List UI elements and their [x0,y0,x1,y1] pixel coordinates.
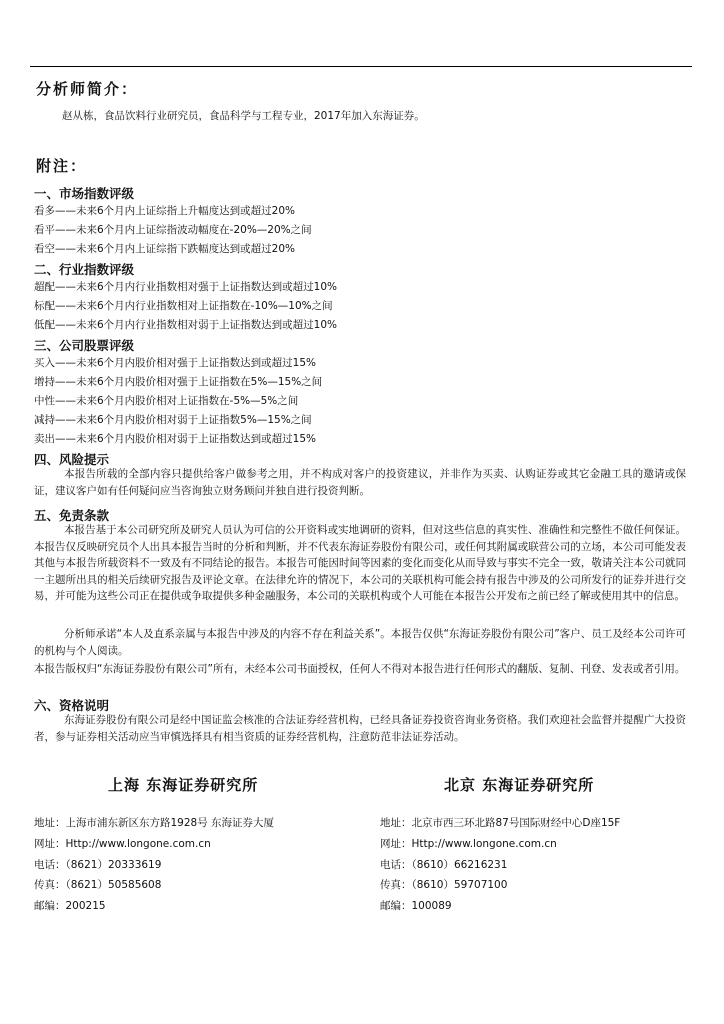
beijing-phone: 电话：（8610）66216231 [380,859,508,871]
shanghai-office-title: 上海 东海证券研究所 [108,776,259,794]
beijing-fax: 传真：（8610）59707100 [380,879,508,891]
stock-rating-item: 中性——未来6个月内股价相对上证指数在-5%—5%之间 [34,395,299,407]
industry-rating-item: 标配——未来6个月内行业指数相对上证指数在-10%—10%之间 [34,300,333,312]
market-rating-item: 看多——未来6个月内上证综指上升幅度达到或超过20% [34,205,296,217]
market-rating-heading: 一、市场指数评级 [34,186,135,201]
stock-rating-item: 减持——未来6个月内股价相对弱于上证指数5%—15%之间 [34,414,312,426]
industry-rating-heading: 二、行业指数评级 [34,262,135,277]
industry-rating-item: 低配——未来6个月内行业指数相对弱于上证指数达到或超过10% [34,319,338,331]
risk-text: 本报告所载的全部内容只提供给客户做参考之用，并不构成对客户的投资建议，并非作为买卖、认购证券或其它金融工具的邀请或保证，建议客户如有任何疑问应当咨询独立财务顾问并独自进行投资判断。 [34,468,686,497]
beijing-office-title: 北京 东海证券研究所 [444,776,595,794]
beijing-postcode: 邮编：100089 [380,900,452,912]
shanghai-postcode: 邮编：200215 [34,900,106,912]
market-rating-item: 看空——未来6个月内上证综指下跌幅度达到或超过20% [34,243,296,255]
disclaimer-paragraph: 本报告版权归“东海证券股份有限公司”所有，未经本公司书面授权，任何人不得对本报告进行任何形式的翻版、复制、刊登、发表或者引用。 [34,663,686,675]
qualification-heading: 六、资格说明 [34,698,110,713]
analyst-heading: 分析师简介： [36,80,139,98]
disclaimer-paragraph: 本报告基于本公司研究所及研究人员认为可信的公开资料或实地调研的资料，但对这些信息的真实性、准确性和完整性不做任何保证。本报告仅反映研究员个人出具本报告当时的分析和判断，并不代表东海证券股份有限公司，或任何其附属或联营公司的立场，本公司可能发表其他与本报告所载资料不一致及有不同结论的报告。本报告可能因时间等因素的变化而变化从而导致与事实不完全一致，敬请关注本公司就同一主题所出具的相关后续研究报告及评论文章。在法律允许的情况下，本公司的关联机构可能会持有报告中涉及的公司所发行的证券并进行交易，并可能为这些公司正在提供或争取提供多种金融服务，本公司的关联机构或个人可能在本报告公开发布之前已经了解或使用其中的信息。 [34,524,686,603]
shanghai-address: 地址：上海市浦东新区东方路1928号 东海证券大厦 [34,817,275,829]
disclaimer-paragraph: 分析师承诺“本人及直系亲属与本报告中涉及的内容不存在利益关系”。本报告仅供“东海证券股份有限公司”客户、员工及经本公司许可的机构与个人阅读。 [34,628,686,657]
market-rating-item: 看平——未来6个月内上证综指波动幅度在-20%—20%之间 [34,224,312,236]
shanghai-website: 网址：Http://www.longone.com.cn [34,838,211,850]
stock-rating-item: 买入——未来6个月内股价相对强于上证指数达到或超过15% [34,357,317,369]
beijing-website: 网址：Http://www.longone.com.cn [380,838,557,850]
qualification-text: 东海证券股份有限公司是经中国证监会核准的合法证券经营机构，已经具备证券投资咨询业务资格。我们欢迎社会监督并提醒广大投资者，参与证券相关活动应当审慎选择具有相当资质的证券经营机构，注意防范非法证券活动。 [34,714,686,743]
header-rule [30,66,692,67]
shanghai-fax: 传真：（8621）50585608 [34,879,162,891]
stock-rating-heading: 三、公司股票评级 [34,338,135,353]
analyst-bio: 赵从栋，食品饮料行业研究员，食品科学与工程专业，2017年加入东海证券。 [62,110,425,122]
stock-rating-item: 卖出——未来6个月内股价相对弱于上证指数达到或超过15% [34,433,317,445]
industry-rating-item: 超配——未来6个月内行业指数相对强于上证指数达到或超过10% [34,281,338,293]
beijing-address: 地址：北京市西三环北路87号国际财经中心D座15F [380,817,621,829]
risk-heading: 四、风险提示 [34,452,110,467]
stock-rating-item: 增持——未来6个月内股价相对强于上证指数在5%—15%之间 [34,376,323,388]
notes-heading: 附注： [36,157,88,175]
shanghai-phone: 电话：（8621）20333619 [34,859,162,871]
disclaimer-heading: 五、免责条款 [34,508,110,523]
